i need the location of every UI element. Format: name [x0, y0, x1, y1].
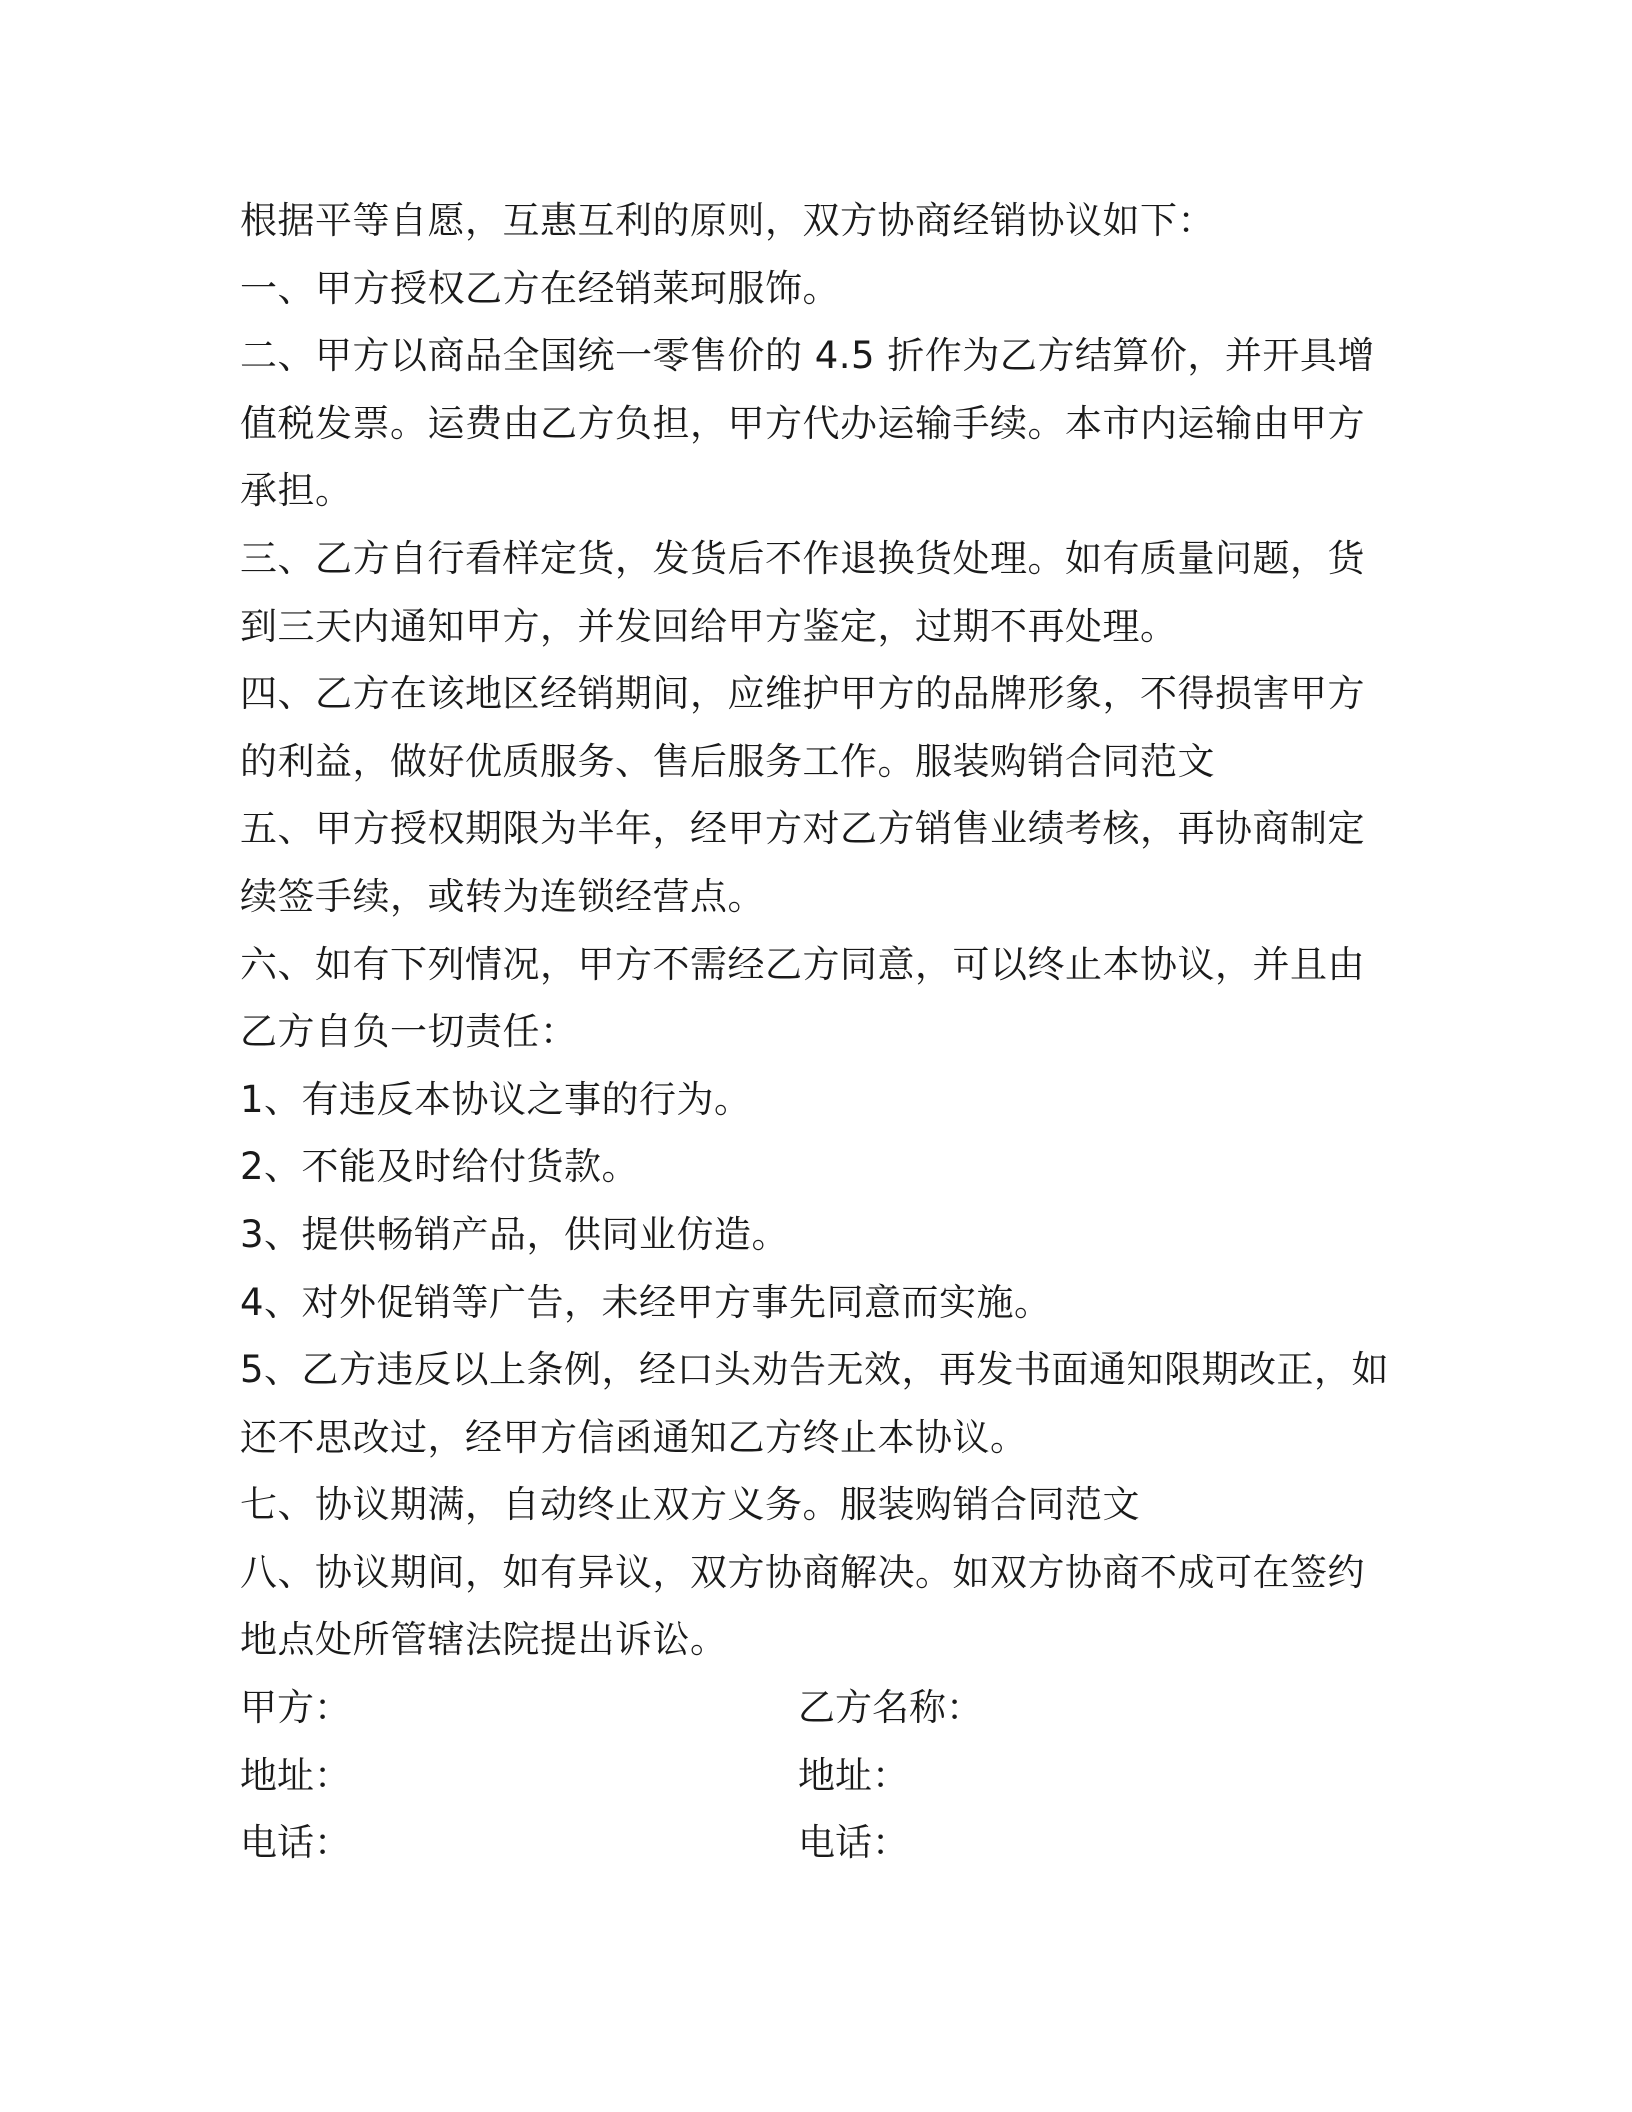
signature-row-address — [240, 1742, 1400, 1810]
clause-4-line-1: 四、乙方在该地区经销期间，应维护甲方的品牌形象，不得损害甲方 — [240, 672, 1365, 716]
party-a-phone-label: 电话： — [240, 1821, 351, 1865]
clause-7: 七、协议期满，自动终止双方义务。服装购销合同范文 — [240, 1483, 1140, 1527]
clause-1: 一、甲方授权乙方在经销莱珂服饰。 — [240, 266, 840, 310]
party-a-address-label: 地址： — [240, 1753, 351, 1797]
clause-3-line-2: 到三天内通知甲方，并发回给甲方鉴定，过期不再处理。 — [240, 604, 1178, 648]
paragraph-intro: 根据平等自愿，互惠互利的原则，双方协商经销协议如下： — [240, 199, 1215, 242]
clause-2-line-2: 值税发票。运费由乙方负担，甲方代办运输手续。本市内运输由甲方 — [240, 401, 1365, 445]
clause-6-item-3: 3、提供畅销产品，供同业仿造。 — [240, 1212, 790, 1256]
clause-3-line-1: 三、乙方自行看样定货，发货后不作退换货处理。如有质量问题，货 — [240, 536, 1365, 580]
document-page — [240, 187, 1400, 1877]
clause-6-item-4: 4、对外促销等广告，未经甲方事先同意而实施。 — [240, 1280, 1052, 1324]
clause-6-item-2: 2、不能及时给付货款。 — [240, 1145, 640, 1189]
clause-6-line-2: 乙方自负一切责任： — [240, 1010, 578, 1054]
clause-5-line-2: 续签手续，或转为连锁经营点。 — [240, 874, 765, 918]
party-b-name-label: 乙方名称： — [798, 1686, 983, 1730]
clause-6-line-1: 六、如有下列情况，甲方不需经乙方同意，可以终止本协议，并且由 — [240, 942, 1365, 986]
clause-4-line-2: 的利益，做好优质服务、售后服务工作。服装购销合同范文 — [240, 739, 1215, 783]
signature-row-phone — [240, 1809, 1400, 1877]
clause-2-line-1: 二、甲方以商品全国统一零售价的 4.5 折作为乙方结算价，并开具增 — [240, 334, 1375, 378]
clause-6-item-5-line-1: 5、乙方违反以上条例，经口头劝告无效，再发书面通知限期改正，如 — [240, 1348, 1390, 1392]
party-b-phone-label: 电话： — [798, 1821, 909, 1865]
clause-2-line-3: 承担。 — [240, 469, 353, 513]
clause-5-line-1: 五、甲方授权期限为半年，经甲方对乙方销售业绩考核，再协商制定 — [240, 807, 1365, 851]
clause-6-item-1: 1、有违反本协议之事的行为。 — [240, 1077, 752, 1121]
clause-8-line-2: 地点处所管辖法院提出诉讼。 — [240, 1618, 728, 1662]
party-a-name-label: 甲方： — [240, 1686, 351, 1730]
clause-8-line-1: 八、协议期间，如有异议，双方协商解决。如双方协商不成可在签约 — [240, 1550, 1365, 1594]
party-b-address-label: 地址： — [798, 1753, 909, 1797]
signature-row-name — [240, 1674, 1400, 1742]
clause-6-item-5-line-2: 还不思改过，经甲方信函通知乙方终止本协议。 — [240, 1415, 1028, 1459]
